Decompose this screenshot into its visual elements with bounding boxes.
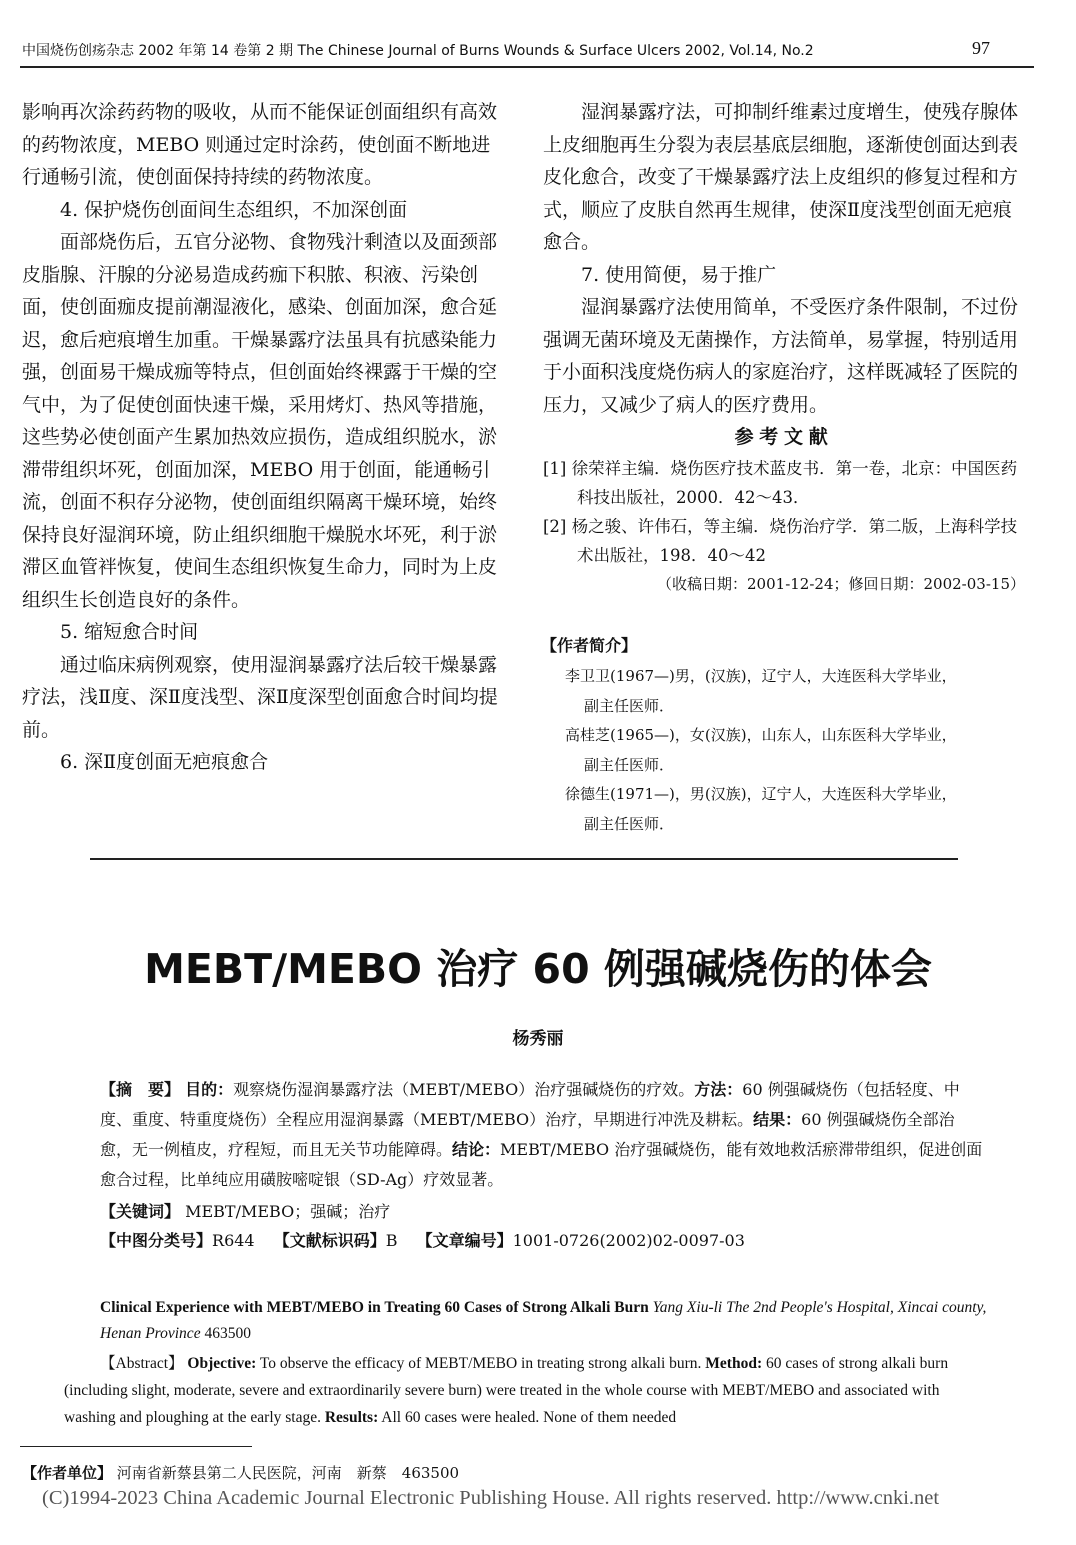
abstract-zh <box>100 1075 986 1195</box>
author-bio-line: 副主任医师． <box>584 696 675 715</box>
author-bio-line: 副主任医师． <box>584 814 675 833</box>
english-method: 60 cases of strong alkali burn (including slight, moderate, severe and extraordinarily severe burn) were treated in the whole course with MEBT/MEBO and associated with washing and ploughing at the early stage. <box>64 1355 949 1426</box>
header-rule <box>20 66 1034 68</box>
section-heading: 6. 深Ⅱ度创面无疤痕愈合 <box>60 751 269 773</box>
english-title <box>100 1295 990 1347</box>
author-bio-line: 徐德生(1971—)，男(汉族)，辽宁人，大连医科大学毕业， <box>565 785 957 803</box>
doc-label: 【文献标识码】 <box>273 1231 386 1250</box>
doc-value: B <box>385 1231 398 1250</box>
author-bio-list <box>541 662 1031 839</box>
article-author: 杨秀丽 <box>512 1029 564 1049</box>
paragraph: 湿润暴露疗法，可抑制纤维素过度增生，使残存腺体上皮细胞再生分裂为表层基底层细胞，逐渐使创面达到表皮化愈合，改变了干燥暴露疗法上皮组织的修复过程和方式，顺应了皮肤自然再生规律，使深Ⅱ度浅型创面无疤痕愈合。 <box>543 101 1019 253</box>
article-no-value: 1001-0726(2002)02-0097-03 <box>512 1231 745 1250</box>
keywords <box>100 1199 390 1222</box>
class-label: 【中图分类号】 <box>100 1231 213 1250</box>
section-heading: 7. 使用简便，易于推广 <box>581 263 777 286</box>
author-bio-line: 高桂芝(1965—)，女(汉族)，山东人，山东医科大学毕业， <box>565 726 957 744</box>
paragraph: 湿润暴露疗法使用简单，不受医疗条件限制，不过份强调无菌环境及无菌操作，方法简单，易掌握，特别适用于小面积浅度烧伤病人的家庭治疗，这样既减轻了医院的压力，又减少了病人的医疗费用。 <box>543 296 1019 416</box>
paragraph: 面部烧伤后，五官分泌物、食物残汁剩渣以及面颈部皮脂腺、汗腺的分泌易造成药痂下积脓、积液、污染创面，使创面痂皮提前潮湿液化，感染、创面加深，愈合延迟，愈后疤痕增生加重。干燥暴露疗法虽具有抗感染能力强，创面易干燥成痂等特点，但创面始终裸露于干燥的空气中，为了促使创面快速干燥，采用烤灯、热风等措施，这些势必使创面产生累加热效应损伤，造成组织脱水，淤滞带组织坏死，创面加深，MEBO 用于创面，能通畅引流，创面不积存分泌物，使创面组织隔离干燥环境，始终保持良好湿润环境，防止组织细胞干燥脱水坏死，利于淤滞区血管袢恢复，使间生态组织恢复生命力，同时为上皮组织生长创造良好的条件。 <box>22 231 498 611</box>
objective-text: 观察烧伤湿润暴露疗法（MEBT/MEBO）治疗强碱烧伤的疗效。 <box>233 1080 695 1099</box>
article-no-label: 【文章编号】 <box>416 1231 513 1250</box>
section-heading: 5. 缩短愈合时间 <box>60 621 199 643</box>
footnote-label: 【作者单位】 <box>22 1464 113 1482</box>
objective-label: 目的： <box>185 1080 234 1099</box>
received-dates: （收稿日期：2001-12-24；修回日期：2002-03-15） <box>657 574 1025 593</box>
reference-item: [1] 徐荣祥主编．烧伤医疗技术蓝皮书．第一卷，北京：中国医药科技出版社，2000．42～43． <box>543 458 1018 507</box>
english-abstract <box>64 1350 986 1431</box>
footnote <box>22 1462 459 1483</box>
english-objective-label: Objective: <box>187 1355 257 1372</box>
footnote-text: 河南省新蔡县第二人民医院，河南 新蔡 463500 <box>116 1464 460 1482</box>
section-divider <box>90 858 958 860</box>
right-column <box>543 96 1025 598</box>
class-value: R644 <box>212 1231 255 1250</box>
reference-item: [2] 杨之骏、许伟石，等主编．烧伤治疗学．第二版，上海科学技术出版社，198．40～42 <box>543 516 1018 565</box>
english-abstract-label: 【Abstract】 <box>100 1355 184 1372</box>
english-results: All 60 cases were healed. None of them needed <box>381 1409 677 1426</box>
author-bio-title: 【作者简介】 <box>541 636 638 655</box>
method-label: 方法： <box>694 1080 743 1099</box>
conclusion-label: 结论： <box>452 1140 501 1159</box>
english-objective: To observe the efficacy of MEBT/MEBO in treating strong alkali burn. <box>259 1355 702 1372</box>
method-text: 60 例强碱烧伤（包括轻度、中度、重度、特重度烧伤）全程应用湿润暴露（MEBT/MEBO）治疗，早期进行冲洗及耕耘。 <box>100 1080 960 1129</box>
english-title-text: Clinical Experience with MEBT/MEBO in Treating 60 Cases of Strong Alkali Burn <box>100 1299 649 1316</box>
english-zip: 463500 <box>204 1325 251 1342</box>
keywords-text: MEBT/MEBO；强碱；治疗 <box>185 1202 391 1221</box>
page-number: 97 <box>972 38 990 58</box>
conclusion-text: MEBT/MEBO 治疗强碱烧伤，能有效地救活瘀滞带组织，促进创面愈合过程，比单纯应用磺胺嘧啶银（SD-Ag）疗效显著。 <box>100 1140 983 1189</box>
article-title: MEBT/MEBO 治疗 60 例强碱烧伤的体会 <box>144 945 932 993</box>
copyright-watermark: (C)1994-2023 China Academic Journal Electronic Publishing House. All rights reserved. http://www.cnki.net <box>42 1487 940 1509</box>
footnote-rule <box>20 1446 252 1447</box>
paragraph: 影响再次涂药药物的吸收，从而不能保证创面组织有高效的药物浓度，MEBO 则通过定时涂药，使创面不断地进行通畅引流，使创面保持持续的药物浓度。 <box>22 101 498 188</box>
result-label: 结果： <box>753 1110 802 1129</box>
running-header: 中国烧伤创疡杂志 2002 年第 14 卷第 2 期 The Chinese Journal of Burns Wounds & Surface Ulcers 2002, Vol.14, No.2 <box>22 43 814 59</box>
result-text: 60 例强碱烧伤全部治愈，无一例植皮，疗程短，而且无关节功能障碍。 <box>100 1110 955 1159</box>
author-bio-line: 李卫卫(1967—)男，(汉族)，辽宁人，大连医科大学毕业， <box>565 667 957 685</box>
abstract-label: 【摘 要】 <box>100 1080 181 1099</box>
english-method-label: Method: <box>705 1355 763 1372</box>
english-author-affil: Yang Xiu-li The 2nd People's Hospital, Xincai county, Henan Province <box>100 1299 987 1342</box>
author-bio-line: 副主任医师． <box>584 755 675 774</box>
english-results-label: Results: <box>324 1409 379 1426</box>
left-column <box>22 96 504 779</box>
references-title: 参考文献 <box>734 426 834 448</box>
keywords-label: 【关键词】 <box>100 1202 181 1221</box>
classification <box>100 1228 745 1251</box>
paragraph: 通过临床病例观察，使用湿润暴露疗法后较干燥暴露疗法，浅Ⅱ度、深Ⅱ度浅型、深Ⅱ度深型创面愈合时间均提前。 <box>22 653 498 741</box>
section-heading: 4. 保护烧伤创面间生态组织，不加深创面 <box>60 198 408 221</box>
